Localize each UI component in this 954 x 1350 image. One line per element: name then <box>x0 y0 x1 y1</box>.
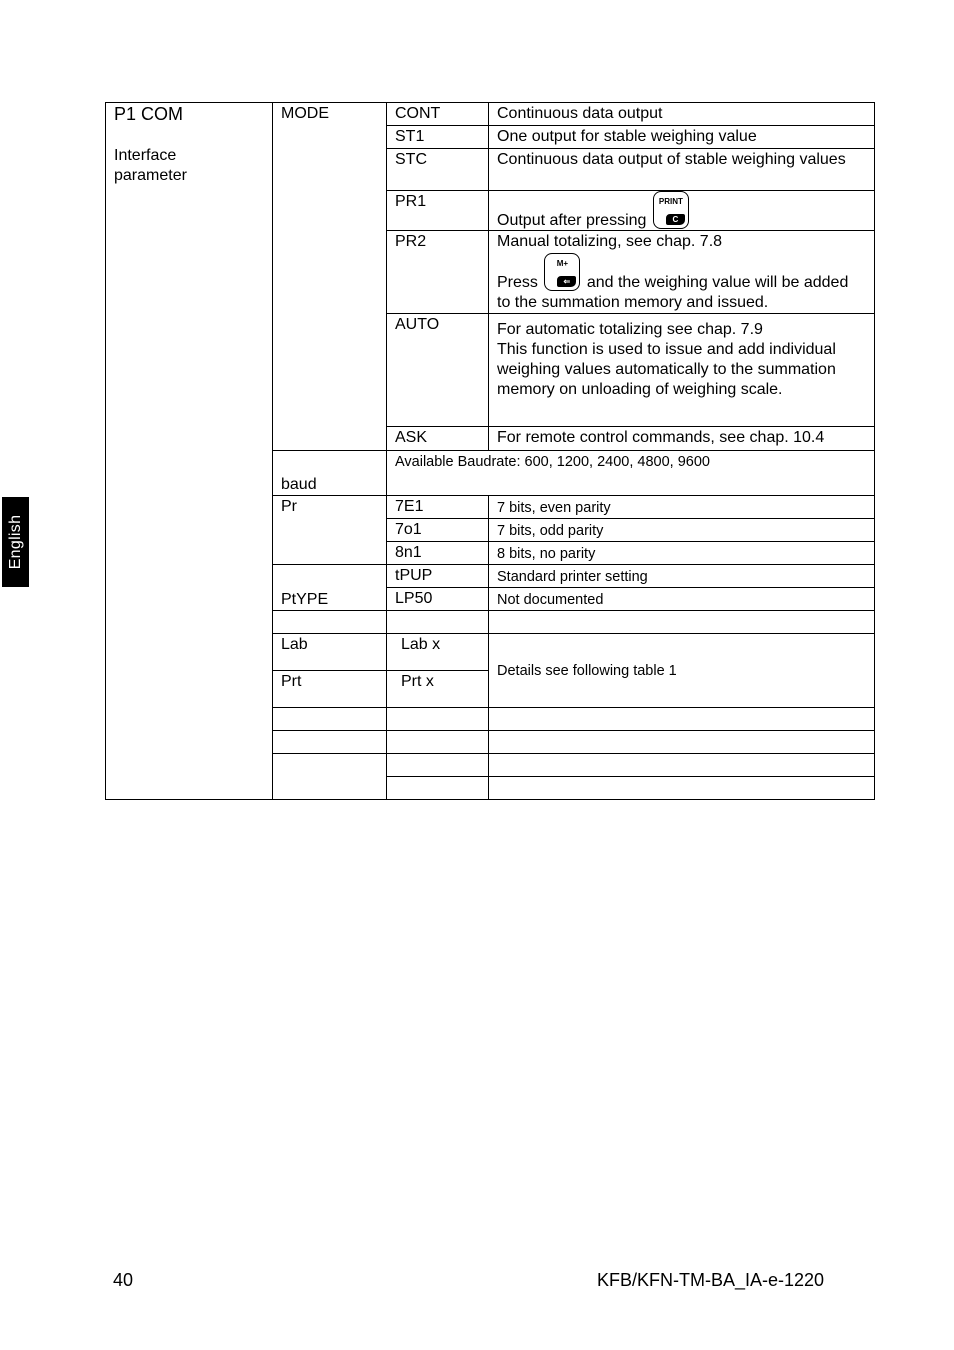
parity-code: 7o1 <box>387 519 489 542</box>
details-note: Details see following table 1 <box>489 634 875 708</box>
mode-desc-text: Output after pressing <box>497 212 647 229</box>
empty-cell <box>387 731 489 754</box>
mode-code: PR2 <box>387 231 489 314</box>
empty-cell <box>489 731 875 754</box>
empty-cell <box>387 611 489 634</box>
ptype-desc: Not documented <box>489 588 875 611</box>
parity-code: 7E1 <box>387 496 489 519</box>
mode-code: STC <box>387 149 489 191</box>
m-plus-key-label: M+ <box>556 259 569 268</box>
mode-code: ASK <box>387 427 489 451</box>
mode-code: ST1 <box>387 126 489 149</box>
parity-label: Pr <box>273 496 387 565</box>
mode-desc: Continuous data output of stable weighing values <box>489 149 875 191</box>
mode-label: MODE <box>273 103 387 451</box>
mode-desc: Continuous data output <box>489 103 875 126</box>
empty-cell <box>387 708 489 731</box>
parity-desc: 7 bits, odd parity <box>489 519 875 542</box>
mode-desc <box>489 231 875 314</box>
prt-label: Prt <box>273 671 387 708</box>
m-plus-key-icon <box>544 253 580 291</box>
mode-desc: One output for stable weighing value <box>489 126 875 149</box>
empty-cell <box>387 754 489 777</box>
print-key-icon <box>653 191 689 229</box>
mode-desc-line: Manual totalizing, see chap. 7.8 <box>497 233 723 250</box>
print-key-corner: C <box>666 214 685 225</box>
parity-code: 8n1 <box>387 542 489 565</box>
empty-cell <box>273 708 387 731</box>
ptype-code: LP50 <box>387 588 489 611</box>
menu-name: P1 COM <box>114 104 184 124</box>
parity-desc: 8 bits, no parity <box>489 542 875 565</box>
mode-code: CONT <box>387 103 489 126</box>
interface-parameter-table <box>105 102 875 800</box>
empty-cell <box>273 611 387 634</box>
language-tab <box>2 497 29 587</box>
page-number: 40 <box>113 1270 134 1290</box>
ptype-desc: Standard printer setting <box>489 565 875 588</box>
empty-cell <box>387 777 489 800</box>
mode-code: PR1 <box>387 191 489 231</box>
empty-cell <box>489 777 875 800</box>
language-tab-label: English <box>6 514 24 570</box>
lab-code: Lab x <box>387 634 489 671</box>
empty-cell <box>273 731 387 754</box>
mode-code: AUTO <box>387 314 489 427</box>
baud-desc: Available Baudrate: 600, 1200, 2400, 4800, 9600 <box>387 451 875 496</box>
mode-desc-text: and the weighing value will be added to the summation memory and issued. <box>497 274 849 311</box>
m-plus-key-corner: ⇐ <box>557 276 576 287</box>
baud-label: baud <box>273 451 387 496</box>
document-code: KFB/KFN-TM-BA_IA-e-1220 <box>597 1270 825 1290</box>
empty-cell <box>489 754 875 777</box>
lab-label: Lab <box>273 634 387 671</box>
mode-desc: For automatic totalizing see chap. 7.9 This function is used to issue and add individual weighing values automatically to the summation memory on unloading of weighing scale. <box>489 314 875 427</box>
menu-description: Interface parameter <box>114 147 187 184</box>
mode-desc-text: Press <box>497 274 538 291</box>
ptype-code: tPUP <box>387 565 489 588</box>
parity-desc: 7 bits, even parity <box>489 496 875 519</box>
print-key-label: PRINT <box>658 197 683 206</box>
ptype-label: PtYPE <box>273 565 387 611</box>
mode-desc <box>489 191 875 231</box>
table-row <box>106 103 875 126</box>
prt-code: Prt x <box>387 671 489 708</box>
menu-cell <box>106 103 273 800</box>
empty-cell <box>489 611 875 634</box>
mode-desc: For remote control commands, see chap. 10.4 <box>489 427 875 451</box>
empty-cell <box>273 754 387 800</box>
empty-cell <box>489 708 875 731</box>
